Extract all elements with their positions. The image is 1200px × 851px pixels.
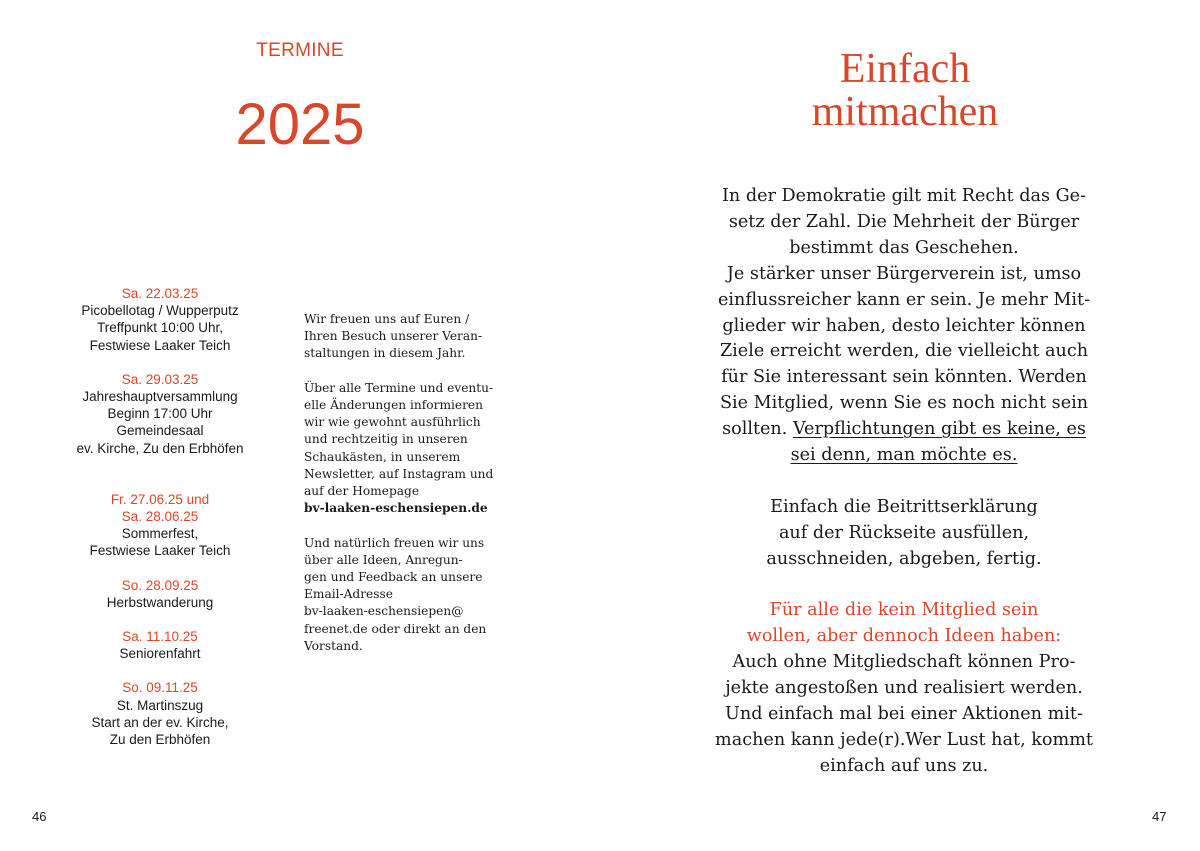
non-member-paragraph — [692, 598, 1116, 779]
info-paragraph — [304, 380, 514, 518]
body-line: setz der Zahl. Die Mehrheit der Bürger — [728, 211, 1080, 232]
event-detail: Seniorenfahrt — [119, 646, 201, 662]
event-item — [40, 491, 280, 560]
underlined-text: sei denn, man möchte es. — [790, 445, 1018, 466]
membership-paragraph — [692, 184, 1116, 469]
page-number-left: 46 — [32, 809, 47, 824]
event-date: Sa. 29.03.25 — [121, 371, 199, 387]
body-line: machen kann jede(r).Wer Lust hat, kommt — [715, 730, 1093, 750]
accent-line: Für alle die kein Mitglied sein — [769, 600, 1039, 621]
info-line: elle Änderungen informieren — [304, 398, 483, 412]
info-paragraph — [304, 311, 514, 363]
event-list — [40, 285, 280, 748]
event-item — [40, 679, 280, 748]
event-detail: St. Martinszug — [116, 697, 204, 713]
body-line: In der Demokratie gilt mit Recht das Ge- — [721, 186, 1087, 206]
info-line: Über alle Termine und eventu- — [304, 380, 494, 395]
event-date: Sa. 28.06.25 — [121, 509, 199, 525]
underlined-text: Verpflichtungen gibt es keine, es — [792, 419, 1086, 440]
homepage-url: bv-laaken-eschensiepen.de — [304, 501, 488, 516]
body-line-mixed — [692, 417, 1116, 443]
year-heading: 2025 — [235, 92, 365, 157]
info-line: auf der Homepage — [304, 484, 420, 499]
body-line: Je stärker unser Bürgerverein ist, umso — [726, 263, 1082, 284]
email-address-line: freenet.de oder direkt an den — [304, 621, 487, 636]
body-line: Einfach die Beitrittserklärung — [770, 496, 1038, 517]
event-date: So. 28.09.25 — [121, 577, 199, 593]
email-address-line: bv-laaken-eschensiepen@ — [304, 604, 464, 619]
body-line: ausschneiden, abgeben, fertig. — [766, 548, 1042, 569]
info-line: Schaukästen, in unserem — [304, 449, 461, 464]
event-item — [40, 628, 280, 662]
body-line: Ziele erreicht werden, die vielleicht auch — [719, 341, 1089, 362]
event-date: So. 09.11.25 — [122, 680, 198, 696]
event-item — [40, 371, 280, 457]
body-line: bestimmt das Geschehen. — [789, 237, 1019, 258]
event-detail: Festwiese Laaker Teich — [89, 543, 231, 559]
body-text-plain: sollten. — [722, 419, 793, 440]
body-line: auf der Rückseite ausfüllen, — [778, 522, 1030, 543]
body-line: Und einfach mal bei einer Aktionen mit- — [725, 704, 1083, 725]
info-line: und rechtzeitig in unseren — [304, 432, 468, 447]
body-line: jekte angestoßen und realisiert werden. — [725, 678, 1083, 699]
right-page — [600, 0, 1200, 851]
event-date: Fr. 27.06.25 und — [110, 491, 210, 507]
event-item — [40, 285, 280, 354]
info-line: Newsletter, auf Instagram und — [304, 466, 494, 481]
accent-line: wollen, aber dennoch Ideen haben: — [746, 626, 1062, 647]
event-detail: Festwiese Laaker Teich — [89, 337, 231, 353]
body-line: glieder wir haben, desto leichter können — [722, 315, 1086, 336]
info-text — [304, 311, 514, 655]
info-line: staltungen in diesem Jahr. — [304, 346, 466, 361]
info-line: Wir freuen uns auf Euren / — [304, 312, 470, 326]
event-date: Sa. 11.10.25 — [122, 629, 198, 645]
event-item — [40, 577, 280, 611]
event-detail: Start an der ev. Kirche, — [91, 714, 229, 730]
event-date: Sa. 22.03.25 — [121, 286, 199, 301]
body-line: einflussreicher kann er sein. Je mehr Mit- — [717, 289, 1091, 310]
paragraph-spacer — [692, 469, 1116, 495]
body-line: Sie Mitglied, wenn Sie es noch nicht sein — [719, 393, 1089, 414]
body-line: Auch ohne Mitgliedschaft können Pro- — [732, 652, 1076, 673]
signup-paragraph — [692, 495, 1116, 573]
event-detail: ev. Kirche, Zu den Erbhöfen — [76, 440, 244, 456]
event-detail: Picobellotag / Wupperputz — [81, 303, 239, 319]
body-text — [692, 184, 1116, 780]
info-line: Vorstand. — [304, 638, 363, 653]
event-detail: Gemeindesaal — [116, 423, 204, 439]
info-line: Und natürlich freuen wir uns — [304, 535, 485, 550]
body-line: einfach auf uns zu. — [819, 755, 989, 776]
info-paragraph — [304, 535, 514, 655]
section-label: TERMINE — [256, 40, 344, 61]
event-detail: Herbstwanderung — [106, 594, 214, 610]
info-line: Ihren Besuch unserer Veran- — [304, 329, 483, 344]
headline-line: mitmachen — [811, 89, 999, 135]
page-number-right: 47 — [1152, 809, 1167, 824]
info-line: gen und Feedback an unsere — [304, 570, 483, 585]
event-detail: Jahreshauptversammlung — [82, 389, 238, 405]
event-detail: Treffpunkt 10:00 Uhr, — [96, 320, 224, 336]
body-line: für Sie interessant sein könnten. Werden — [721, 367, 1087, 388]
event-detail: Zu den Erbhöfen — [109, 732, 211, 748]
info-line: Email-Adresse — [304, 587, 393, 602]
headline — [700, 48, 1110, 134]
headline-line: Einfach — [839, 46, 971, 92]
event-detail: Sommerfest, — [121, 526, 199, 542]
info-line: wir wie gewohnt ausführlich — [304, 415, 481, 430]
paragraph-spacer — [692, 573, 1116, 599]
info-line: über alle Ideen, Anregun- — [304, 552, 463, 567]
event-detail: Beginn 17:00 Uhr — [107, 406, 213, 422]
